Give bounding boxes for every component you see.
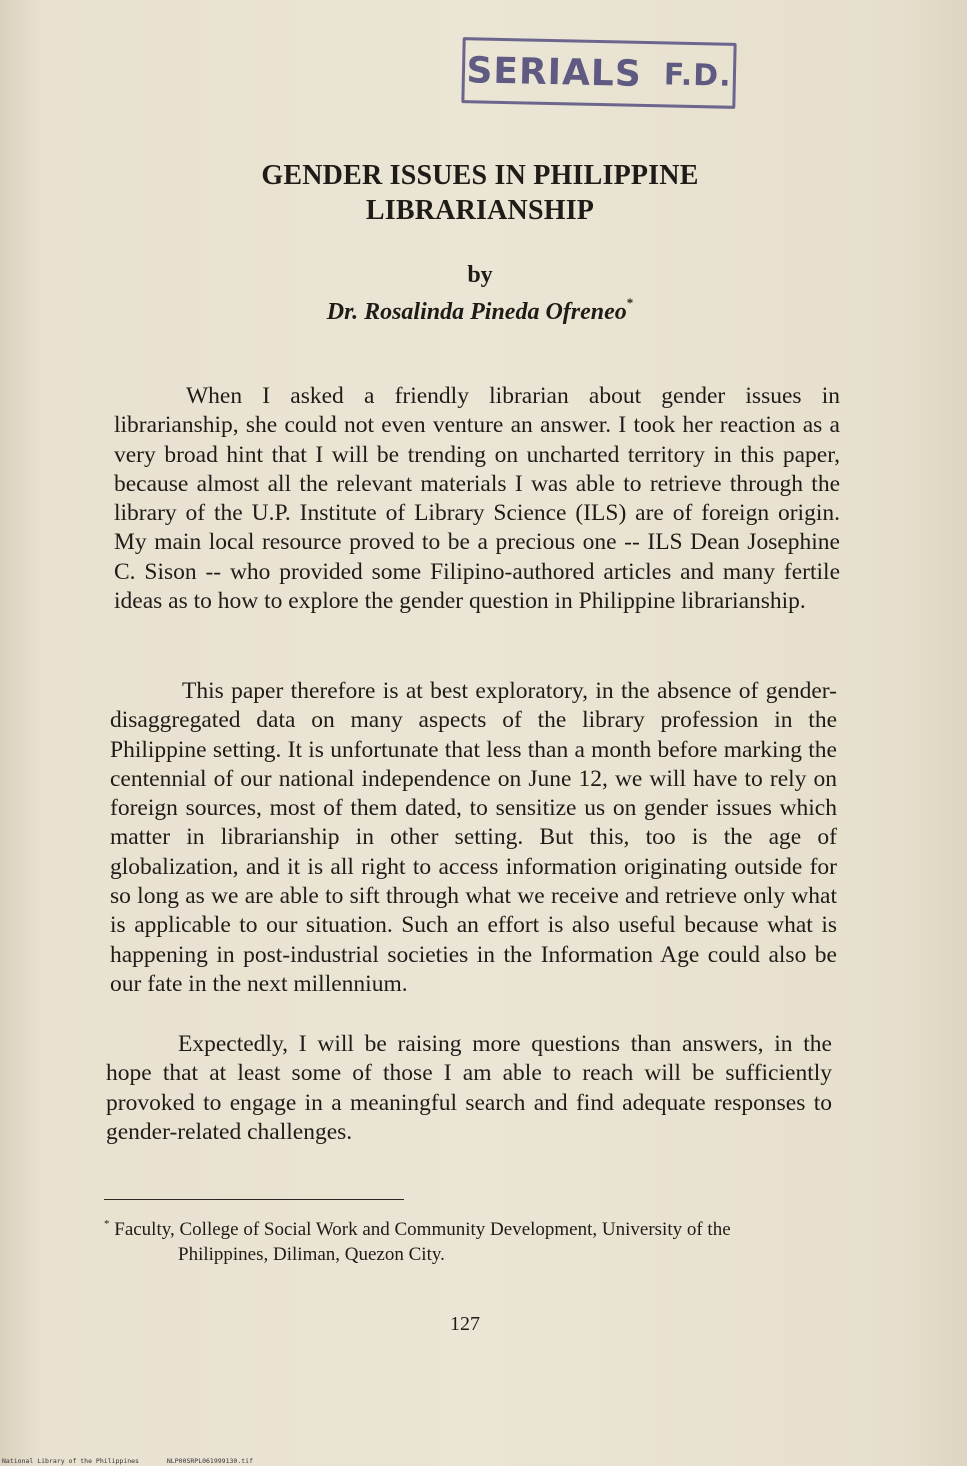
footnote-divider (104, 1199, 404, 1200)
author-name (250, 295, 710, 326)
scan-file: NLP00SRPL061999130.tif (166, 1457, 253, 1465)
serials-stamp (461, 37, 736, 109)
by-label: by (467, 262, 493, 288)
footnote-line-1: Faculty, College of Social Work and Community Development, University of the (114, 1219, 731, 1240)
article-title (180, 158, 780, 228)
scan-info (2, 1457, 402, 1465)
footnote-line-2: Philippines, Diliman, Quezon City. (178, 1244, 445, 1265)
author-text: Dr. Rosalinda Pineda Ofreneo (326, 299, 627, 325)
paragraph-3: Expectedly, I will be raising more questions than answers, in the hope that at least some of those I am able to reach will be sufficiently provoked to engage in a meaningful search and find adequate responses to gender-related challenges. (106, 1031, 832, 1145)
paragraph-2: This paper therefore is at best exploratory, in the absence of gender-disaggregated data on many aspects of the library profession in the Philippine setting. It is unfortunate that less than a month before marking the centennial of our national independence on June 12, we will have to rely on foreign sources, most of them dated, to sensitize us on gender issues which matter in librarianship in other setting. But this, too is the age of globalization, and it is all right to access information originating outside for so long as we are able to sift through what we receive and retrieve only what is applicable to our situation. Such an effort is also useful because what is happening in post-industrial societies in the Information Age could also be our fate in the next millennium. (110, 678, 837, 997)
author-footnote-mark: * (626, 295, 634, 310)
footnote-mark: * (104, 1218, 110, 1230)
title-line-1: GENDER ISSUES IN PHILIPPINE (261, 160, 699, 191)
stamp-word: SERIALS (466, 49, 643, 95)
page-number: 127 (450, 1313, 480, 1335)
title-line-2: LIBRARIANSHIP (365, 195, 595, 226)
stamp-suffix: F.D. (663, 56, 732, 94)
paragraph-1: When I asked a friendly librarian about gender issues in librarianship, she could not even venture an answer. I took her reaction as a very broad hint that I will be trending on uncharted territory in this paper, because almost all the relevant materials I was able to retrieve through the library of the U.P. Institute of Library Science (ILS) are of foreign origin. My main local resource proved to be a precious one -- ILS Dean Josephine C. Sison -- who provided some Filipino-authored articles and many fertile ideas as to how to explore the gender question in Philippine librarianship. (114, 383, 840, 615)
scan-library: National Library of the Philippines (2, 1457, 139, 1465)
footnote (104, 1212, 804, 1267)
